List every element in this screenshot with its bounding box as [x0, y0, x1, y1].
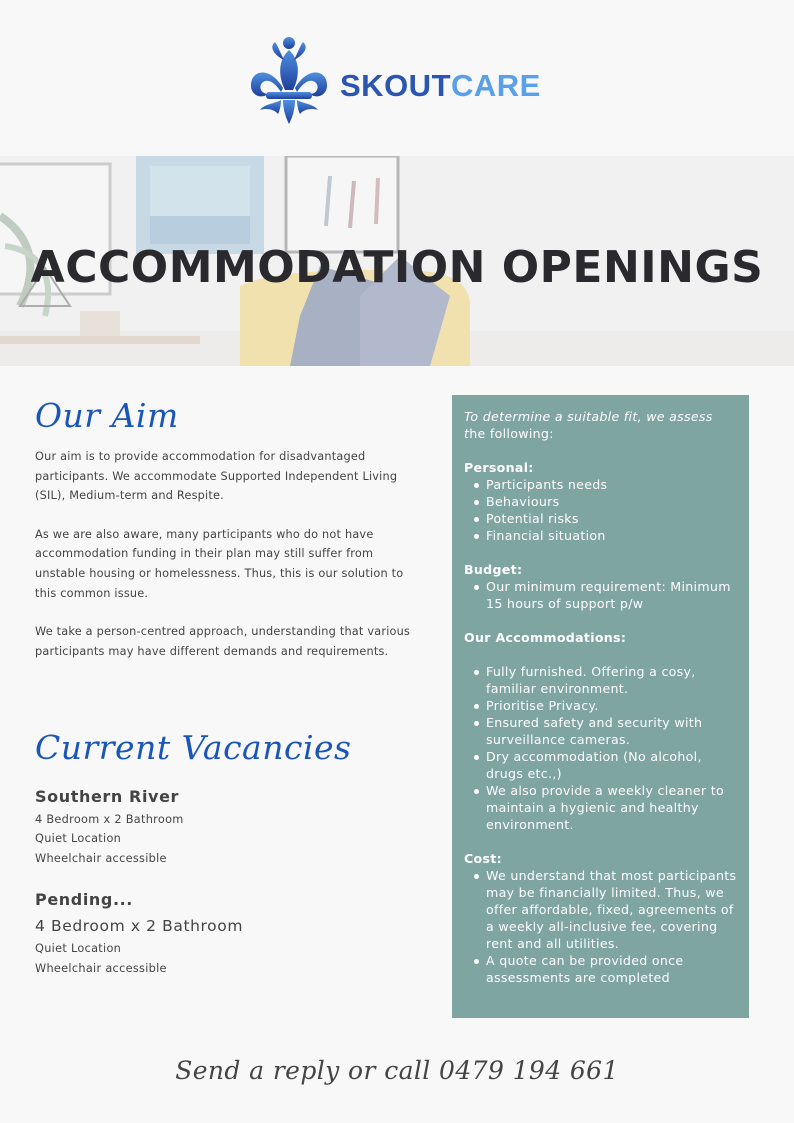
aim-paragraph-2: As we are also aware, many participants who do not have accommodation funding in their plan may still suffer from unstable housing or homelessness. Thus, this is our solution to this common issue. [35, 527, 404, 600]
personal-list [474, 476, 737, 544]
aim-paragraph-3: We take a person-centred approach, understanding that various participants may have different demands and requirements. [35, 625, 411, 658]
brand-name-part2: CARE [451, 68, 541, 103]
vacancy-1-detail-2: Wheelchair accessible [35, 851, 167, 865]
vacancy-2-rooms: 4 Bedroom x 2 Bathroom [35, 917, 244, 936]
accommodations-list [474, 663, 737, 833]
list-item: Potential risks [474, 510, 737, 527]
aim-paragraph-1: Our aim is to provide accommodation for disadvantaged participants. We accommodate Supported Independent Living (SIL), Medium-term and Respite. [35, 450, 398, 503]
vacancy-listing-1 [35, 787, 415, 868]
cost-list [474, 867, 737, 986]
panel-intro-rest: he following: [469, 426, 554, 441]
spacer [464, 646, 737, 663]
logo [248, 34, 548, 126]
banner-title: ACCOMMODATION OPENINGS [30, 242, 764, 293]
panel-intro [464, 408, 737, 442]
vacancy-1-detail-1: Quiet Location [35, 832, 122, 846]
brand-name [340, 68, 541, 104]
list-item: Prioritise Privacy. [474, 697, 737, 714]
vacancy-1-rooms: 4 Bedroom x 2 Bathroom [35, 813, 184, 826]
vacancy-2-title: Pending... [35, 890, 133, 910]
list-item: Financial situation [474, 527, 737, 544]
list-item: Participants needs [474, 476, 737, 493]
footer-contact: Send a reply or call 0479 194 661 [175, 1056, 619, 1085]
list-item: A quote can be provided once assessments are completed [474, 952, 737, 986]
vacancy-2-detail-1: Quiet Location [35, 942, 122, 956]
fleur-de-lis-icon [248, 34, 330, 126]
list-item: We also provide a weekly cleaner to maintain a hygienic and healthy environment. [474, 782, 737, 833]
list-item: Fully furnished. Offering a cosy, familiar environment. [474, 663, 737, 697]
vacancy-listing-2 [35, 890, 415, 978]
vacancies-heading: Current Vacancies [35, 728, 352, 767]
assessment-panel [452, 395, 749, 1018]
header-banner [0, 156, 794, 366]
aim-heading: Our Aim [35, 396, 179, 435]
budget-heading: Budget: [464, 562, 523, 577]
list-item: Dry accommodation (No alcohol, drugs etc.,) [474, 748, 737, 782]
personal-heading: Personal: [464, 460, 534, 475]
brand-name-part1: SKOUT [340, 68, 451, 103]
list-item: Our minimum requirement: Minimum 15 hours of support p/w [474, 578, 737, 612]
list-item: We understand that most participants may be financially limited. Thus, we offer affordable, fixed, agreements of a weekly all-inclusive fee, covering rent and all utilities. [474, 867, 737, 952]
vacancy-2-detail-2: Wheelchair accessible [35, 961, 167, 975]
vacancy-1-title: Southern River [35, 787, 180, 806]
aim-section [35, 396, 415, 661]
cost-heading: Cost: [464, 851, 502, 866]
panel-intro-italic: To determine a suitable fit, we assess t [464, 409, 713, 441]
accommodations-heading: Our Accommodations: [464, 630, 627, 645]
list-item: Behaviours [474, 493, 737, 510]
vacancies-section [35, 728, 415, 978]
list-item: Ensured safety and security with surveillance cameras. [474, 714, 737, 748]
budget-list [474, 578, 737, 612]
